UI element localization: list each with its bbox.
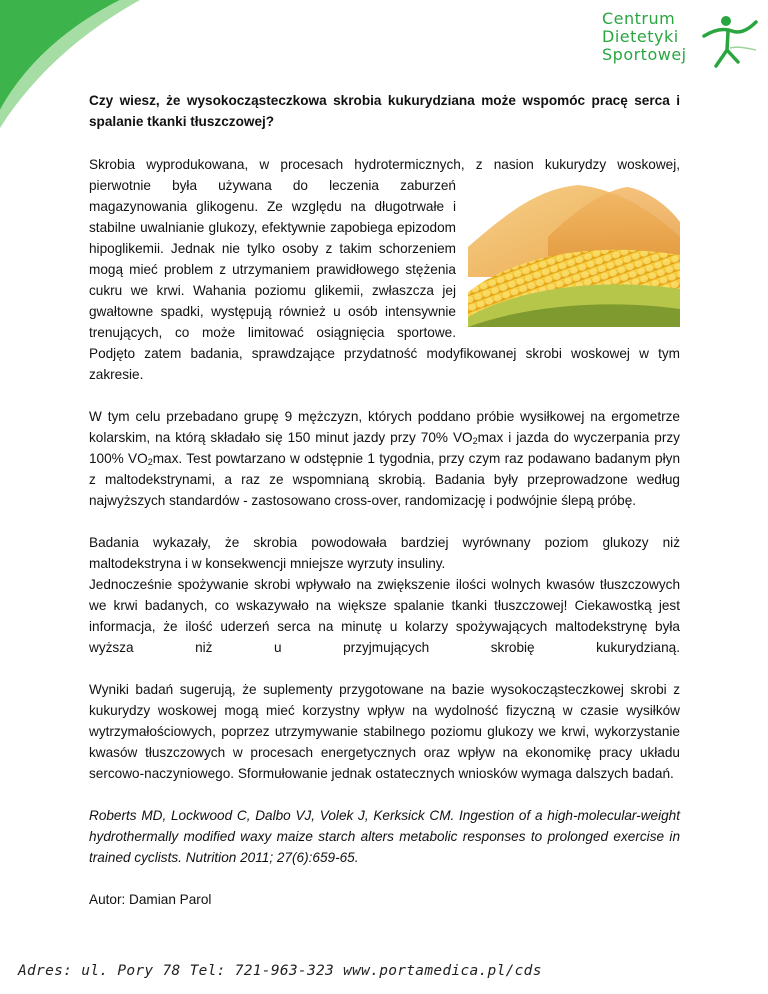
- paragraph-1-first-line: Skrobia wyprodukowana, w procesach hydrotermicznych, z nasion kukurydzy woskowej,: [89, 157, 680, 172]
- logo-line-3: Sportowej: [602, 45, 687, 64]
- paragraph-2-part-c: max. Test powtarzano w odstępnie 1 tygodnia, przy czym raz podawano badanym płyn z maltodekstrynami, a raz ze wspomnianą skrobią. Badania były przeprowadzone według najwyższych standardów - zastosowano cross-over, randomizację i podwójnie ślepą próbę.: [89, 451, 680, 508]
- paragraph-2: [89, 406, 680, 511]
- paragraph-3a: Badania wykazały, że skrobia powodowała bardziej wyrównany poziom glukozy niż maltodekstryna i w konsekwencji mniejsze wyrzuty insuliny.: [89, 535, 680, 571]
- paragraph-2-part-a: W tym celu przebadano grupę 9 mężczyzn, których poddano próbie wysiłkowej na ergometrze kolarskim, na którą składało się 150 minut jazdy przy 70% VO: [89, 409, 680, 445]
- subscript-2a: 2: [472, 436, 478, 446]
- corn-image: [468, 177, 680, 327]
- article-title: Czy wiesz, że wysokocząsteczkowa skrobia kukurydziana może wspomóc pracę serca i spalanie tkanki tłuszczowej?: [89, 93, 680, 129]
- paragraph-2-part-b: max i jazda do wyczerpania przy 100% VO: [89, 430, 680, 466]
- author: Autor: Damian Parol: [89, 892, 212, 907]
- logo-line-1: Centrum: [602, 9, 676, 28]
- logo-line-2: Dietetyki: [602, 27, 679, 46]
- subscript-2b: 2: [147, 457, 153, 467]
- citation: Roberts MD, Lockwood C, Dalbo VJ, Volek J, Kerksick CM. Ingestion of a high-molecular-weight hydrothermally modified waxy maize starch alters metabolic responses to prolonged exercise in trained cyclists. Nutrition 2011; 27(6):659-65.: [89, 808, 680, 865]
- runner-figure-icon: [700, 12, 760, 70]
- paragraph-4: Wyniki badań sugerują, że suplementy przygotowane na bazie wysokocząsteczkowej skrobi z kukurydzy woskowej mogą mieć korzystny wpływ na wydolność fizyczną w czasie wysiłków wytrzymałościowych, poprzez utrzymywanie stabilnego poziomu glukozy we krwi, wykorzystanie kwasów tłuszczowych w procesach energetycznych oraz wpływ na ekonomikę pracy układu sercowo-naczyniowego. Sformułowanie jednak ostatecznych wniosków wymaga dalszych badań.: [89, 682, 680, 781]
- article-body: [89, 90, 680, 910]
- logo-text: [602, 10, 687, 64]
- footer-address: Adres: ul. Pory 78 Tel: 721-963-323 www.portamedica.pl/cds: [18, 963, 542, 979]
- paragraph-1: pierwotnie była używana do leczenia zaburzeń magazynowania glikogenu. Ze względu na długotrwałe i stabilne uwalnianie glukozy, efektywnie zapobiega epizodom hipoglikemii. Jednak nie tylko osoby z takim schorzeniem mogą mieć problem z utrzymaniem prawidłowego stężenia cukru we krwi. Wahania poziomu glikemii, zwłaszcza jej gwałtowne spadki, występują również u osób intensywnie trenujących, co może limitować osiągnięcia sportowe. Podjęto zatem badania, sprawdzające przydatność modyfikowanej skrobi woskowej w tym zakresie.: [89, 178, 680, 382]
- centrum-logo: [602, 10, 762, 72]
- paragraph-3b: Jednocześnie spożywanie skrobi wpływało na zwiększenie ilości wolnych kwasów tłuszczowych we krwi badanych, co wskazywało na większe spalanie tkanki tłuszczowej! Ciekawostką jest informacja, że ilość uderzeń serca na minutę u kolarzy spożywających maltodekstrynę była wyższa niż u przyjmujących skrobię kukurydzianą.: [89, 577, 680, 655]
